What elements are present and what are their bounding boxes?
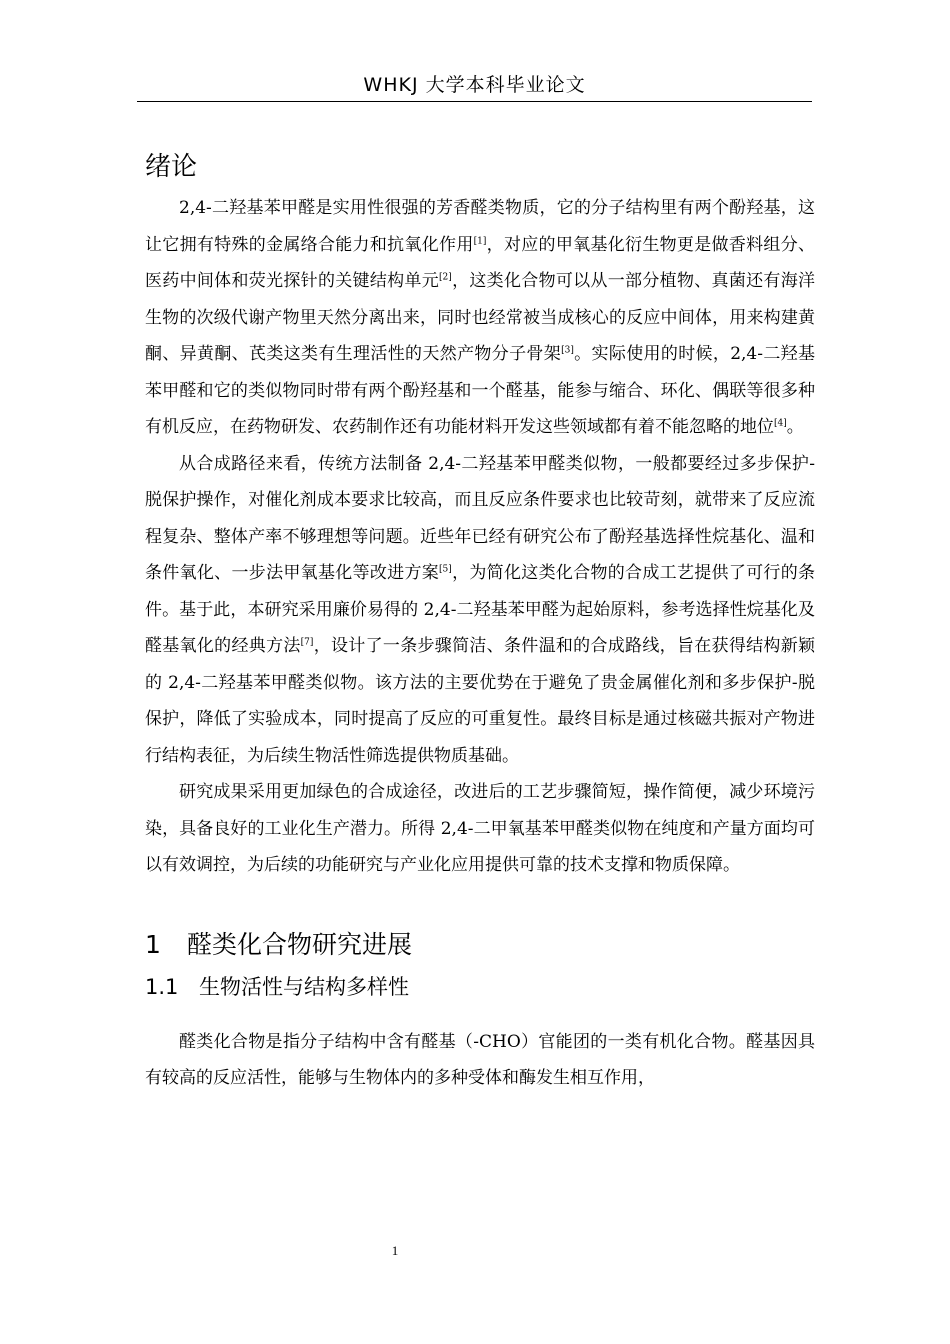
intro-paragraph-3: 研究成果采用更加绿色的合成途径，改进后的工艺步骤简短，操作简便，减少环境污染，具备良好的工业化生产潜力。所得 2,4-二甲氧基苯甲醛类似物在纯度和产量方面均可以有效调控，为后续的功能研究与产业化应用提供可靠的技术支撑和物质保障。: [145, 782, 815, 875]
running-header: WHKJ 大学本科毕业论文: [363, 74, 586, 96]
section-title: 醛类化合物研究进展: [187, 929, 413, 959]
intro-paragraph-2: 从合成路径来看，传统方法制备 2,4-二羟基苯甲醛类似物，一般都要经过多步保护-脱保护操作，对催化剂成本要求比较高，而且反应条件要求也比较苛刻，就带来了反应流程复杂、整体产率不够理想等问题。近些年已经有研究公布了酚羟基选择性烷基化、温和条件氧化、一步法甲氧基化等改进方案[5]，为简化这类化合物的合成工艺提供了可行的条件。基于此，本研究采用廉价易得的 2,4-二羟基苯甲醛为起始原料，参考选择性烷基化及醛基氧化的经典方法[7]，设计了一条步骤简洁、条件温和的合成路线，旨在获得结构新颖的 2,4-二羟基苯甲醛类似物。该方法的主要优势在于避免了贵金属催化剂和多步保护-脱保护，降低了实验成本，同时提高了反应的可重复性。最终目标是通过核磁共振对产物进行结构表征，为后续生物活性筛选提供物质基础。: [145, 453, 816, 766]
subsection-title: 生物活性与结构多样性: [199, 974, 409, 999]
citation-ref: [4]: [774, 418, 787, 429]
header-divider: [137, 101, 812, 102]
citation-ref: [3]: [561, 345, 574, 356]
subsection-heading: [145, 972, 815, 1002]
citation-ref: [7]: [300, 637, 314, 648]
subsection-number: 1.1: [145, 974, 179, 999]
intro-heading: 绪论: [145, 152, 198, 182]
section-number: 1: [145, 929, 161, 959]
body-content: [145, 150, 815, 1097]
citation-ref: [5]: [439, 564, 452, 575]
citation-ref: [1]: [473, 235, 487, 246]
section-heading: [145, 928, 815, 962]
citation-ref: [2]: [439, 272, 452, 283]
intro-paragraph-1: 2,4-二羟基苯甲醛是实用性很强的芳香醛类物质，它的分子结构里有两个酚羟基，这让它拥有特殊的金属络合能力和抗氧化作用[1]，对应的甲氧基化衍生物更是做香料组分、医药中间体和荧光探针的关键结构单元[2]，这类化合物可以从一部分植物、真菌还有海洋生物的次级代谢产物里天然分离出来，同时也经常被当成核心的反应中间体，用来构建黄酮、异黄酮、芪类这类有生理活性的天然产物分子骨架[3]。实际使用的时候，2,4-二羟基苯甲醛和它的类似物同时带有两个酚羟基和一个醛基，能参与缩合、环化、偶联等很多种有机反应，在药物研发、农药制作还有功能材料开发这些领域都有着不能忽略的地位[4]。: [145, 198, 816, 437]
page-number: 1: [391, 1243, 399, 1258]
subsection-paragraph: 醛类化合物是指分子结构中含有醛基（-CHO）官能团的一类有机化合物。醛基因具有较高的反应活性，能够与生物体内的多种受体和酶发生相互作用，: [145, 1031, 815, 1088]
